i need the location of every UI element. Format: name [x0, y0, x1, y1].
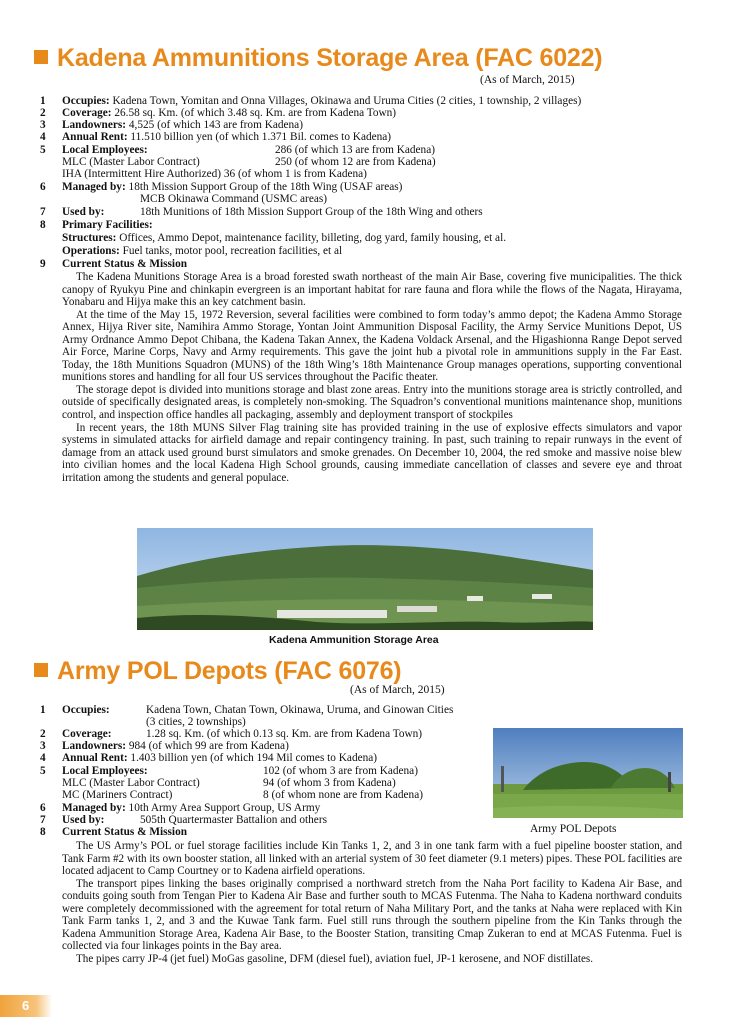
occupies-text-2: (3 cities, 2 townships)	[146, 716, 246, 728]
photo-caption: Army POL Depots	[530, 823, 617, 835]
ammo-storage-photo	[137, 528, 593, 630]
landscape-image	[137, 528, 593, 630]
pol-depots-photo	[493, 728, 683, 818]
current-status-label: Current Status & Mission	[62, 826, 188, 838]
annual-rent-line: Annual Rent: 11.510 billion yen (of which 1.371 Bil. comes to Kadena)	[62, 131, 392, 143]
item-number: 1	[40, 704, 46, 716]
mlc-value: 250 (of whom 12 are from Kadena)	[275, 156, 436, 168]
square-bullet-icon	[34, 50, 48, 64]
mlc-label: MLC (Master Labor Contract)	[62, 156, 200, 168]
coverage-text: 1.28 sq. Km. (of which 0.13 sq. Km. are from Kadena Town)	[146, 728, 423, 740]
used-by-label: Used by:	[62, 206, 105, 218]
item-number: 2	[40, 728, 46, 740]
used-by-label: Used by:	[62, 814, 105, 826]
used-by-text: 18th Munitions of 18th Mission Support Group of the 18th Wing and others	[140, 206, 483, 218]
current-status-label: Current Status & Mission	[62, 258, 188, 270]
item-number: 8	[40, 826, 46, 838]
item-number: 5	[40, 765, 46, 777]
managed-by-line-2: MCB Okinawa Command (USMC areas)	[140, 193, 328, 205]
local-employees-value: 286 (of which 13 are from Kadena)	[275, 144, 435, 156]
occupies-text: Kadena Town, Chatan Town, Okinawa, Uruma, and Ginowan Cities	[146, 704, 454, 716]
paragraph: At the time of the May 15, 1972 Reversion, several facilities were combined to form today’s ammo depot; the Kadena Ammo Storage Annex, Hijya River site, Namihira Ammo Storage, Yontan Joint Ammunition Disposal Facility, the Army Service Munitions Depot, US Army Ordnance Ammo Depot Chibana, the Kadena Takan Annex, the Kadena Voldack Arsenal, and the Higashionna Range Depot served Air Force, Marine Corps, Navy and Army requirements. This gave the joint hub a pivotal role in ammunitions supply in the Far East. Today, the 18th Munitions Squadron (MUNS) of the 18th Wing’s 18th Maintenance Group manages operations, supporting conventional munitions stores and handling for all four US services throughout the Pacific theater.	[62, 308, 682, 384]
section-title-kadena-ammo: Kadena Ammunitions Storage Area (FAC 6022)	[34, 44, 602, 73]
mc-value: 8 (of whom none are from Kadena)	[263, 789, 423, 801]
occupies-label: Occupies:	[62, 704, 110, 716]
item-number: 2	[40, 107, 46, 119]
local-employees-label: Local Employees:	[62, 765, 148, 777]
page-number: 6	[22, 998, 30, 1013]
local-employees-label: Local Employees:	[62, 144, 148, 156]
tank-farm-image	[493, 728, 683, 818]
primary-facilities-label: Primary Facilities:	[62, 219, 153, 231]
managed-by-line: Managed by: 10th Army Area Support Group, US Army	[62, 802, 321, 814]
paragraph: The transport pipes linking the bases originally comprised a northward stretch from the Naha Port facility to Kadena Air Base, and conduits going south from Tengan Pier to Kadena Air Base and further south to MCAS Futenma. The Naha to Kadena northward conduits were completely decommissioned with the agreement for total return of Naha Military Port, and the tanks at Naha were replaced with Kin Tank Farm tanks 1, 2, and 3 and the Kuwae Tank farm. Fuel still runs through the southern pipeline from the Kin Tanks through the Kadena Ammunition Storage Area, Kadena Air Base, to the Booster Station, transiting Cmap Zukeran to end at MCAS Futenma. Fuel is collected via four linkages points in the Bay area.	[62, 877, 682, 953]
coverage-label: Coverage:	[62, 728, 112, 740]
status-body	[62, 271, 682, 484]
paragraph: In recent years, the 18th MUNS Silver Flag training site has provided training in the use of explosive effects simulators and vapor systems in simulated attacks for airfield damage and repair contingency training. In past, such training to repair runways in the event of damage from an attack used ground burst simulators and smoke grenades. On December 10, 2004, the red smoke and massive noise blew into civilian homes and the local Kadena High School grounds, causing immediate cancellation of classes and severe eye and throat irritation among the students and general populace.	[62, 421, 682, 484]
item-number: 7	[40, 206, 46, 218]
mlc-value: 94 (of whom 3 from Kadena)	[263, 777, 396, 789]
landowners-line: Landowners: 984 (of which 99 are from Kadena)	[62, 740, 289, 752]
as-of-date: (As of March, 2015)	[350, 684, 445, 696]
item-number: 5	[40, 144, 46, 156]
item-number: 7	[40, 814, 46, 826]
mlc-label: MLC (Master Labor Contract)	[62, 777, 200, 789]
item-number: 4	[40, 752, 46, 764]
annual-rent-line: Annual Rent: 1.403 billion yen (of which 194 Mil comes to Kadena)	[62, 752, 378, 764]
coverage-line: Coverage: 26.58 sq. Km. (of which 3.48 sq. Km. are from Kadena Town)	[62, 107, 397, 119]
paragraph: The pipes carry JP-4 (jet fuel) MoGas gasoline, DFM (diesel fuel), aviation fuel, JP-1 kerosene, and NOF distillates.	[76, 952, 593, 965]
paragraph: The US Army’s POL or fuel storage facilities include Kin Tanks 1, 2, and 3 in one tank farm with a fuel pipeline booster station, and Tank Farm #2 with its own booster station, all linked with an arterial system of 30 feet diameter (9.1 meters) pipes. These POL facilities are located adjacent to Camp Courtney or to Kadena airfield operations.	[62, 840, 683, 878]
local-employees-value: 102 (of whom 3 are from Kadena)	[263, 765, 418, 777]
photo-caption: Kadena Ammunition Storage Area	[269, 634, 439, 646]
as-of-date: (As of March, 2015)	[480, 74, 575, 86]
item-number: 1	[40, 95, 46, 107]
operations-line: Operations: Fuel tanks, motor pool, recreation facilities, et al	[62, 245, 343, 257]
item-number: 8	[40, 219, 46, 231]
page-number-tab	[0, 995, 52, 1017]
item-number: 6	[40, 802, 46, 814]
paragraph: The Kadena Munitions Storage Area is a broad forested swath northeast of the main Air Base, covering five municipalities. The thick canopy of Ryukyu Pine and chinkapin evergreen is an important habitat for rare fauna and flora while the flows of the Nagata, Hirayama, Yonabaru and Hijya make this an key catchment basin.	[62, 271, 682, 309]
occupies-line: Occupies: Kadena Town, Yomitan and Onna Villages, Okinawa and Uruma Cities (2 cities, 1 township, 2 villages)	[62, 95, 582, 107]
item-number: 3	[40, 740, 46, 752]
used-by-text: 505th Quartermaster Battalion and others	[140, 814, 327, 826]
item-number: 6	[40, 181, 46, 193]
status-body	[62, 840, 682, 965]
structures-line: Structures: Offices, Ammo Depot, maintenance facility, billeting, dog yard, family housing, et al.	[62, 232, 507, 244]
item-number: 3	[40, 119, 46, 131]
paragraph: The storage depot is divided into munitions storage and blast zone areas. Entry into the munitions storage area is strictly controlled, and outside of specifically designated areas, is completely non-smoking. The Squadron’s conventional munitions maintenance shop, munitions control, and inspection office handles all packaging, assembly and deployment transport of stockpiles	[62, 383, 682, 422]
section-title-army-pol: Army POL Depots (FAC 6076)	[34, 657, 401, 686]
iha-line: IHA (Intermittent Hire Authorized) 36 (of whom 1 is from Kadena)	[62, 168, 367, 180]
item-number: 9	[40, 258, 46, 270]
item-number: 4	[40, 131, 46, 143]
square-bullet-icon	[34, 663, 48, 677]
managed-by-line: Managed by: 18th Mission Support Group of the 18th Wing (USAF areas)	[62, 181, 403, 193]
mc-label: MC (Mariners Contract)	[62, 789, 173, 801]
landowners-line: Landowners: 4,525 (of which 143 are from Kadena)	[62, 119, 303, 131]
